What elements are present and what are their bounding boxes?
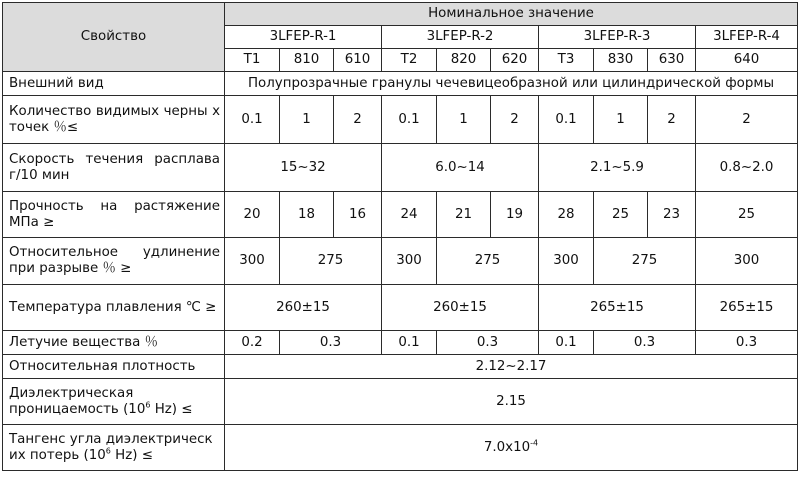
row-label: Количество видимых черны х точек ％≤ xyxy=(3,96,225,144)
cell-value: Полупрозрачные гранулы чечевицеобразной или цилиндрической формы xyxy=(225,72,798,96)
row-label-exponent: 6 xyxy=(105,446,111,456)
cell-value: 28 xyxy=(539,192,594,238)
row-label-line: Тангенс угла диэлектрическ xyxy=(9,431,213,447)
table-row xyxy=(3,331,798,355)
row-label-line: Диэлектрическая xyxy=(9,385,134,401)
cell-value: 265±15 xyxy=(696,285,798,331)
value-exponent: -4 xyxy=(530,438,539,448)
nominal-value-header: Номинальное значение xyxy=(225,3,798,26)
cell-value: 2 xyxy=(491,96,539,144)
cell-value: 6.0~14 xyxy=(382,144,539,192)
grade-header: 3LFEP-R-1 xyxy=(225,26,382,49)
row-label xyxy=(3,379,225,425)
table-row xyxy=(3,379,798,425)
subgrade-header: 620 xyxy=(491,49,539,72)
cell-value: 15~32 xyxy=(225,144,382,192)
subgrade-header: 820 xyxy=(437,49,491,72)
cell-value: 0.1 xyxy=(382,331,437,355)
table-row xyxy=(3,355,798,379)
subgrade-header: 640 xyxy=(696,49,798,72)
cell-value: 0.3 xyxy=(594,331,696,355)
cell-value: 1 xyxy=(437,96,491,144)
subgrade-header: 830 xyxy=(594,49,648,72)
cell-value: 19 xyxy=(491,192,539,238)
cell-value: 23 xyxy=(648,192,696,238)
cell-value: 0.8~2.0 xyxy=(696,144,798,192)
cell-value: 275 xyxy=(280,238,382,285)
cell-value: 0.1 xyxy=(539,96,594,144)
cell-value: 300 xyxy=(382,238,437,285)
row-label: Прочность на растяжение МПа ≥ xyxy=(3,192,225,238)
cell-value: 2.15 xyxy=(225,379,798,425)
table-row xyxy=(3,192,798,238)
row-label-line: Hz) ≤ xyxy=(150,401,193,417)
row-label-line: их потерь (10 xyxy=(9,447,106,463)
row-label: Внешний вид xyxy=(3,72,225,96)
subgrade-header: T1 xyxy=(225,49,280,72)
cell-value: 300 xyxy=(539,238,594,285)
row-label: Относительная плотность xyxy=(3,355,225,379)
cell-value: 2 xyxy=(696,96,798,144)
cell-value: 18 xyxy=(280,192,334,238)
cell-value: 20 xyxy=(225,192,280,238)
table-row xyxy=(3,96,798,144)
grade-header: 3LFEP-R-4 xyxy=(696,26,798,49)
subgrade-header: T3 xyxy=(539,49,594,72)
cell-value xyxy=(225,425,798,471)
subgrade-header: 810 xyxy=(280,49,334,72)
cell-value: 300 xyxy=(225,238,280,285)
cell-value: 0.2 xyxy=(225,331,280,355)
subgrade-header: 630 xyxy=(648,49,696,72)
grade-header: 3LFEP-R-2 xyxy=(382,26,539,49)
cell-value: 1 xyxy=(594,96,648,144)
cell-value: 25 xyxy=(696,192,798,238)
cell-value: 0.1 xyxy=(382,96,437,144)
row-label xyxy=(3,425,225,471)
row-label-line: проницаемость (10 xyxy=(9,401,146,417)
cell-value: 0.1 xyxy=(225,96,280,144)
cell-value: 265±15 xyxy=(539,285,696,331)
row-label-line: Hz) ≤ xyxy=(110,447,153,463)
table-row xyxy=(3,238,798,285)
cell-value: 21 xyxy=(437,192,491,238)
row-label-exponent: 6 xyxy=(145,400,151,410)
cell-value: 0.3 xyxy=(437,331,539,355)
subgrade-header: 610 xyxy=(334,49,382,72)
cell-value: 0.3 xyxy=(696,331,798,355)
properties-table xyxy=(2,2,798,471)
cell-value: 275 xyxy=(437,238,539,285)
cell-value: 0.3 xyxy=(280,331,382,355)
subgrade-header: T2 xyxy=(382,49,437,72)
cell-value: 1 xyxy=(280,96,334,144)
table-row xyxy=(3,144,798,192)
cell-value: 2.12~2.17 xyxy=(225,355,798,379)
cell-value: 2 xyxy=(648,96,696,144)
cell-value: 0.1 xyxy=(539,331,594,355)
cell-value: 275 xyxy=(594,238,696,285)
grade-header: 3LFEP-R-3 xyxy=(539,26,696,49)
value-base: 7.0x10 xyxy=(483,439,531,455)
table-row xyxy=(3,285,798,331)
cell-value: 16 xyxy=(334,192,382,238)
cell-value: 260±15 xyxy=(225,285,382,331)
property-header: Свойство xyxy=(3,3,225,72)
row-label: Относительное удлинение при разрыве ％ ≥ xyxy=(3,238,225,285)
table-row xyxy=(3,425,798,471)
cell-value: 2 xyxy=(334,96,382,144)
cell-value: 300 xyxy=(696,238,798,285)
row-label: Температура плавления ℃ ≥ xyxy=(3,285,225,331)
cell-value: 24 xyxy=(382,192,437,238)
row-label: Скорость течения расплава г/10 мин xyxy=(3,144,225,192)
cell-value: 260±15 xyxy=(382,285,539,331)
row-label: Летучие вещества ％ xyxy=(3,331,225,355)
cell-value: 25 xyxy=(594,192,648,238)
table-row xyxy=(3,72,798,96)
cell-value: 2.1~5.9 xyxy=(539,144,696,192)
